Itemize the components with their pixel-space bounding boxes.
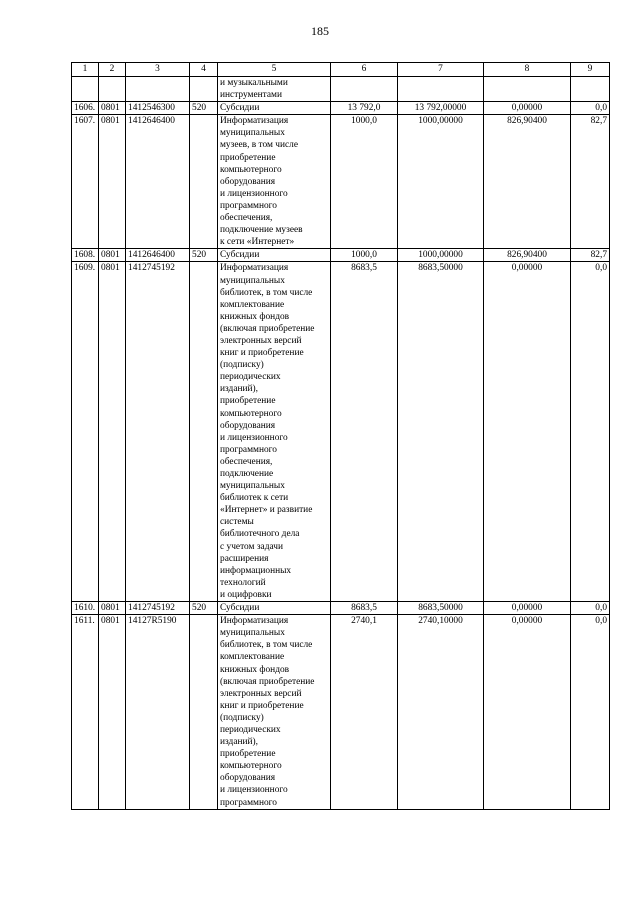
executed-amount: 0,00000	[484, 602, 571, 615]
executed-amount: 826,90400	[484, 115, 571, 249]
item-name: Субсидии	[218, 602, 331, 615]
table-row	[72, 77, 610, 102]
column-header: 6	[331, 63, 398, 77]
expense-type	[190, 615, 218, 810]
section-code: 0801	[99, 262, 126, 602]
page-number: 185	[311, 24, 329, 38]
item-name: Информатизация муниципальных библиотек, в том числе комплектование книжных фондов (включая приобретение электронных версий книг и приобретение (подписку) периодических изданий), приобретение компьютерного оборудования и лицензионного программного	[218, 615, 331, 810]
row-number: 1607.	[72, 115, 99, 249]
column-header: 3	[126, 63, 190, 77]
plan-amount	[331, 77, 398, 102]
plan-amount: 8683,5	[331, 262, 398, 602]
execution-percent: 0,0	[571, 102, 610, 115]
table-row	[72, 115, 610, 249]
row-number: 1610.	[72, 602, 99, 615]
executed-amount: 0,00000	[484, 102, 571, 115]
approved-amount: 8683,50000	[398, 262, 484, 602]
column-header: 1	[72, 63, 99, 77]
approved-amount: 2740,10000	[398, 615, 484, 810]
section-code	[99, 77, 126, 102]
target-article: 1412745192	[126, 602, 190, 615]
approved-amount: 13 792,00000	[398, 102, 484, 115]
execution-percent	[571, 77, 610, 102]
plan-amount: 1000,0	[331, 115, 398, 249]
item-name: Субсидии	[218, 102, 331, 115]
executed-amount	[484, 77, 571, 102]
executed-amount: 826,90400	[484, 249, 571, 262]
row-number	[72, 77, 99, 102]
target-article: 1412646400	[126, 115, 190, 249]
executed-amount: 0,00000	[484, 615, 571, 810]
approved-amount: 1000,00000	[398, 115, 484, 249]
plan-amount: 1000,0	[331, 249, 398, 262]
column-header: 9	[571, 63, 610, 77]
target-article: 1412745192	[126, 262, 190, 602]
section-code: 0801	[99, 615, 126, 810]
section-code: 0801	[99, 602, 126, 615]
target-article: 14127R5190	[126, 615, 190, 810]
approved-amount	[398, 77, 484, 102]
row-number: 1609.	[72, 262, 99, 602]
budget-table	[71, 62, 610, 810]
target-article: 1412646400	[126, 249, 190, 262]
execution-percent: 0,0	[571, 602, 610, 615]
table-header-row	[72, 63, 610, 77]
column-header: 7	[398, 63, 484, 77]
expense-type: 520	[190, 249, 218, 262]
table-row	[72, 615, 610, 810]
expense-type: 520	[190, 602, 218, 615]
column-header: 8	[484, 63, 571, 77]
item-name: и музыкальными инструментами	[218, 77, 331, 102]
execution-percent: 82,7	[571, 249, 610, 262]
item-name: Информатизация муниципальных музеев, в том числе приобретение компьютерного оборудования и лицензионного программного обеспечения, подключение музеев к сети «Интернет»	[218, 115, 331, 249]
section-code: 0801	[99, 115, 126, 249]
expense-type	[190, 115, 218, 249]
executed-amount: 0,00000	[484, 262, 571, 602]
execution-percent: 82,7	[571, 115, 610, 249]
plan-amount: 13 792,0	[331, 102, 398, 115]
expense-type	[190, 77, 218, 102]
row-number: 1608.	[72, 249, 99, 262]
row-number: 1606.	[72, 102, 99, 115]
section-code: 0801	[99, 249, 126, 262]
plan-amount: 8683,5	[331, 602, 398, 615]
table-row	[72, 602, 610, 615]
target-article	[126, 77, 190, 102]
table-row	[72, 249, 610, 262]
approved-amount: 1000,00000	[398, 249, 484, 262]
section-code: 0801	[99, 102, 126, 115]
target-article: 1412546300	[126, 102, 190, 115]
row-number: 1611.	[72, 615, 99, 810]
item-name: Субсидии	[218, 249, 331, 262]
plan-amount: 2740,1	[331, 615, 398, 810]
expense-type: 520	[190, 102, 218, 115]
column-header: 5	[218, 63, 331, 77]
item-name: Информатизация муниципальных библиотек, в том числе комплектование книжных фондов (включая приобретение электронных версий книг и приобретение (подписку) периодических изданий), приобретение компьютерного оборудования и лицензионного программного обеспечения, подключение муниципальных библиотек к сети «Интернет» и развитие системы библиотечного дела с учетом задачи расширения информационных технологий и оцифровки	[218, 262, 331, 602]
approved-amount: 8683,50000	[398, 602, 484, 615]
column-header: 2	[99, 63, 126, 77]
execution-percent: 0,0	[571, 262, 610, 602]
table-row	[72, 262, 610, 602]
expense-type	[190, 262, 218, 602]
column-header: 4	[190, 63, 218, 77]
execution-percent: 0,0	[571, 615, 610, 810]
table-row	[72, 102, 610, 115]
